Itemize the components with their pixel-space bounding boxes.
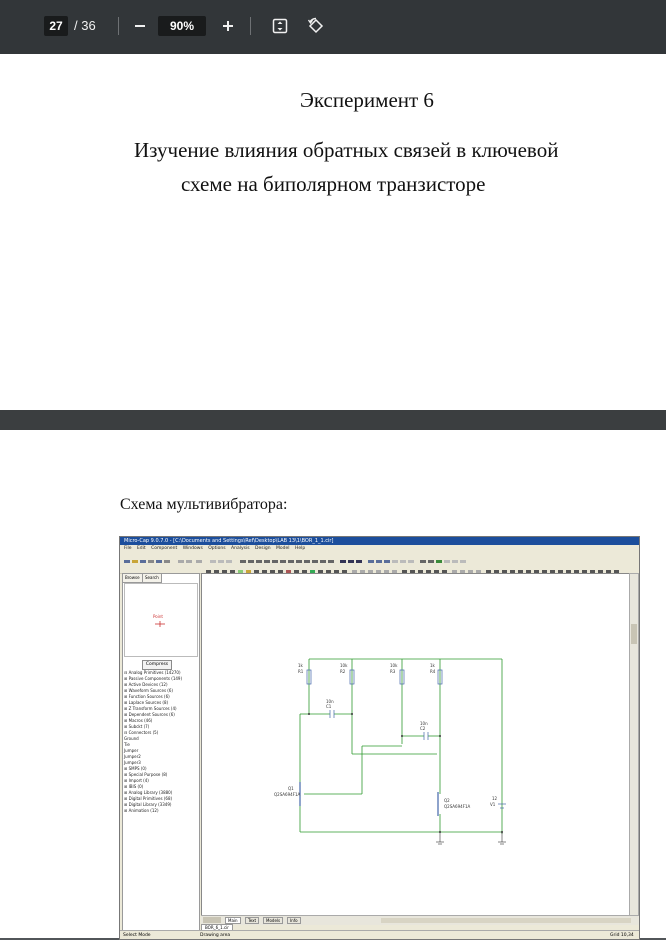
menu-design: Design [255, 546, 271, 551]
r1-value: 1k [298, 663, 303, 668]
r3-name: R3 [390, 669, 396, 674]
tree-item[interactable]: ⊞ Dependent Sources (6) [124, 712, 175, 717]
tree-item[interactable]: ⊞ Laplace Sources (8) [124, 700, 169, 705]
experiment-subtitle-line-2: схеме на биполярном транзисторе [181, 172, 486, 196]
microcap-menu-bar [120, 545, 639, 553]
c2-value: 10n [420, 721, 428, 726]
tree-item[interactable]: ⊞ Z Transform Sources (4) [124, 706, 177, 711]
v1-name: V1 [490, 802, 496, 807]
plus-icon [222, 20, 234, 32]
tree-item[interactable]: ⊞ Waveform Sources (6) [124, 688, 173, 693]
tab-info[interactable]: Info [287, 917, 301, 924]
pdf-toolbar [0, 0, 666, 54]
c1-name: C1 [326, 704, 332, 709]
zoom-out-button[interactable] [128, 13, 152, 39]
tree-item[interactable]: ⊞ Passive Components (149) [124, 676, 183, 681]
q1-model: Q2SA694F1A [274, 792, 301, 797]
component-preview [124, 583, 198, 657]
tree-item[interactable]: ⊞ Animation (12) [124, 808, 159, 813]
component-tree [124, 670, 198, 814]
v1-value: 12 [492, 796, 498, 801]
fit-page-icon [272, 18, 288, 34]
experiment-subtitle-line-1: Изучение влияния обратных связей в ключевой [134, 138, 559, 162]
tree-item[interactable]: ⊟ Analog Primitives (14270) [124, 670, 181, 675]
scroll-thumb[interactable] [631, 624, 637, 644]
multivibrator-schematic [202, 574, 630, 916]
q2-name: Q2 [444, 798, 450, 803]
status-grid: Grid 10,34 [610, 933, 634, 938]
tab-models[interactable]: Models [263, 917, 283, 924]
figure-caption: Схема мультивибратора: [120, 496, 288, 513]
menu-file: File [124, 546, 132, 551]
pdf-page [0, 54, 666, 410]
tree-item[interactable]: ⊞ Import (4) [124, 778, 149, 783]
compress-button[interactable]: Compress [142, 660, 172, 670]
tree-item[interactable]: ⊞ Subckt (7) [124, 724, 150, 729]
preview-label: Point [153, 614, 163, 619]
file-tab[interactable]: BOR_6_1.cir [201, 924, 233, 931]
horizontal-scrollbar[interactable] [381, 918, 631, 923]
tree-item[interactable]: ⊞ Macros (46) [124, 718, 153, 723]
menu-options: Options [208, 546, 226, 551]
page-gap [0, 410, 666, 430]
pdf-page [0, 430, 666, 938]
menu-windows: Windows [182, 546, 203, 551]
status-area: Drawing area [200, 933, 231, 938]
tab-text[interactable]: Text [245, 917, 259, 924]
status-bar [120, 930, 639, 940]
tree-item[interactable]: ⊞ Active Devices (12) [124, 682, 168, 687]
tree-item[interactable]: ⊞ Analog Library (3880) [124, 790, 173, 795]
tree-item[interactable]: Jumper3 [124, 760, 141, 765]
status-mode: Select Mode [123, 933, 151, 938]
microcap-title-bar: Micro-Cap 9.0.7.0 - [C:\Documents and Settings\Ref\Desktop\LAB 13\1\BOR_1_1.cir] [120, 537, 639, 545]
tree-item[interactable]: ⊟ Connectors (5) [124, 730, 159, 735]
page-total: / 36 [74, 18, 96, 33]
r4-name: R4 [430, 669, 436, 674]
zoom-in-button[interactable] [216, 13, 240, 39]
c1-value: 10n [326, 699, 334, 704]
tab-browse[interactable]: Browse [122, 573, 143, 583]
tree-item[interactable]: ⊞ SMPS (0) [124, 766, 147, 771]
tree-item[interactable]: Ground [124, 736, 139, 741]
menu-analysis: Analysis [231, 546, 250, 551]
drawing-vertical-scrollbar[interactable] [629, 573, 639, 917]
r2-name: R2 [340, 669, 346, 674]
rotate-icon [307, 17, 325, 35]
tree-item[interactable]: Tie [124, 742, 130, 747]
tree-item[interactable]: Jumper [124, 748, 139, 753]
menu-edit: Edit [136, 546, 146, 551]
experiment-heading: Эксперимент 6 [300, 88, 434, 112]
menu-component: Component [151, 546, 178, 551]
page-number-input[interactable]: 27 [44, 16, 68, 36]
embedded-microcap-screenshot [119, 536, 640, 940]
tab-scroll-arrows[interactable] [203, 917, 221, 923]
r2-value: 10k [340, 663, 348, 668]
minus-icon [134, 20, 146, 32]
tree-item[interactable]: ⊞ Special Purpose (8) [124, 772, 168, 777]
schematic-drawing-area[interactable] [201, 573, 631, 917]
zoom-level-input[interactable]: 90% [158, 16, 206, 36]
r1-name: R1 [298, 669, 304, 674]
menu-model: Model [276, 546, 290, 551]
tree-item[interactable]: ⊞ IBIS (0) [124, 784, 144, 789]
sheet-tabs-bar [201, 915, 639, 925]
q2-model: Q2SA694F1A [444, 804, 471, 809]
toolbar-divider [118, 17, 119, 35]
preview-symbol [125, 584, 197, 656]
toolbar-divider [250, 17, 251, 35]
r4-value: 1k [430, 663, 435, 668]
tree-item[interactable]: Jumper2 [124, 754, 141, 759]
fit-page-button[interactable] [268, 13, 292, 39]
tree-item[interactable]: ⊞ Function Sources (6) [124, 694, 170, 699]
menu-help: Help [294, 546, 306, 551]
c2-name: C2 [420, 726, 426, 731]
r3-value: 10k [390, 663, 398, 668]
tree-item[interactable]: ⊞ Digital Primitives (68) [124, 796, 173, 801]
tree-item[interactable]: ⊞ Digital Library (3349) [124, 802, 172, 807]
tab-search[interactable]: Search [142, 573, 162, 583]
tab-main[interactable]: Main [225, 917, 241, 924]
q1-name: Q1 [288, 786, 294, 791]
rotate-button[interactable] [304, 13, 328, 39]
